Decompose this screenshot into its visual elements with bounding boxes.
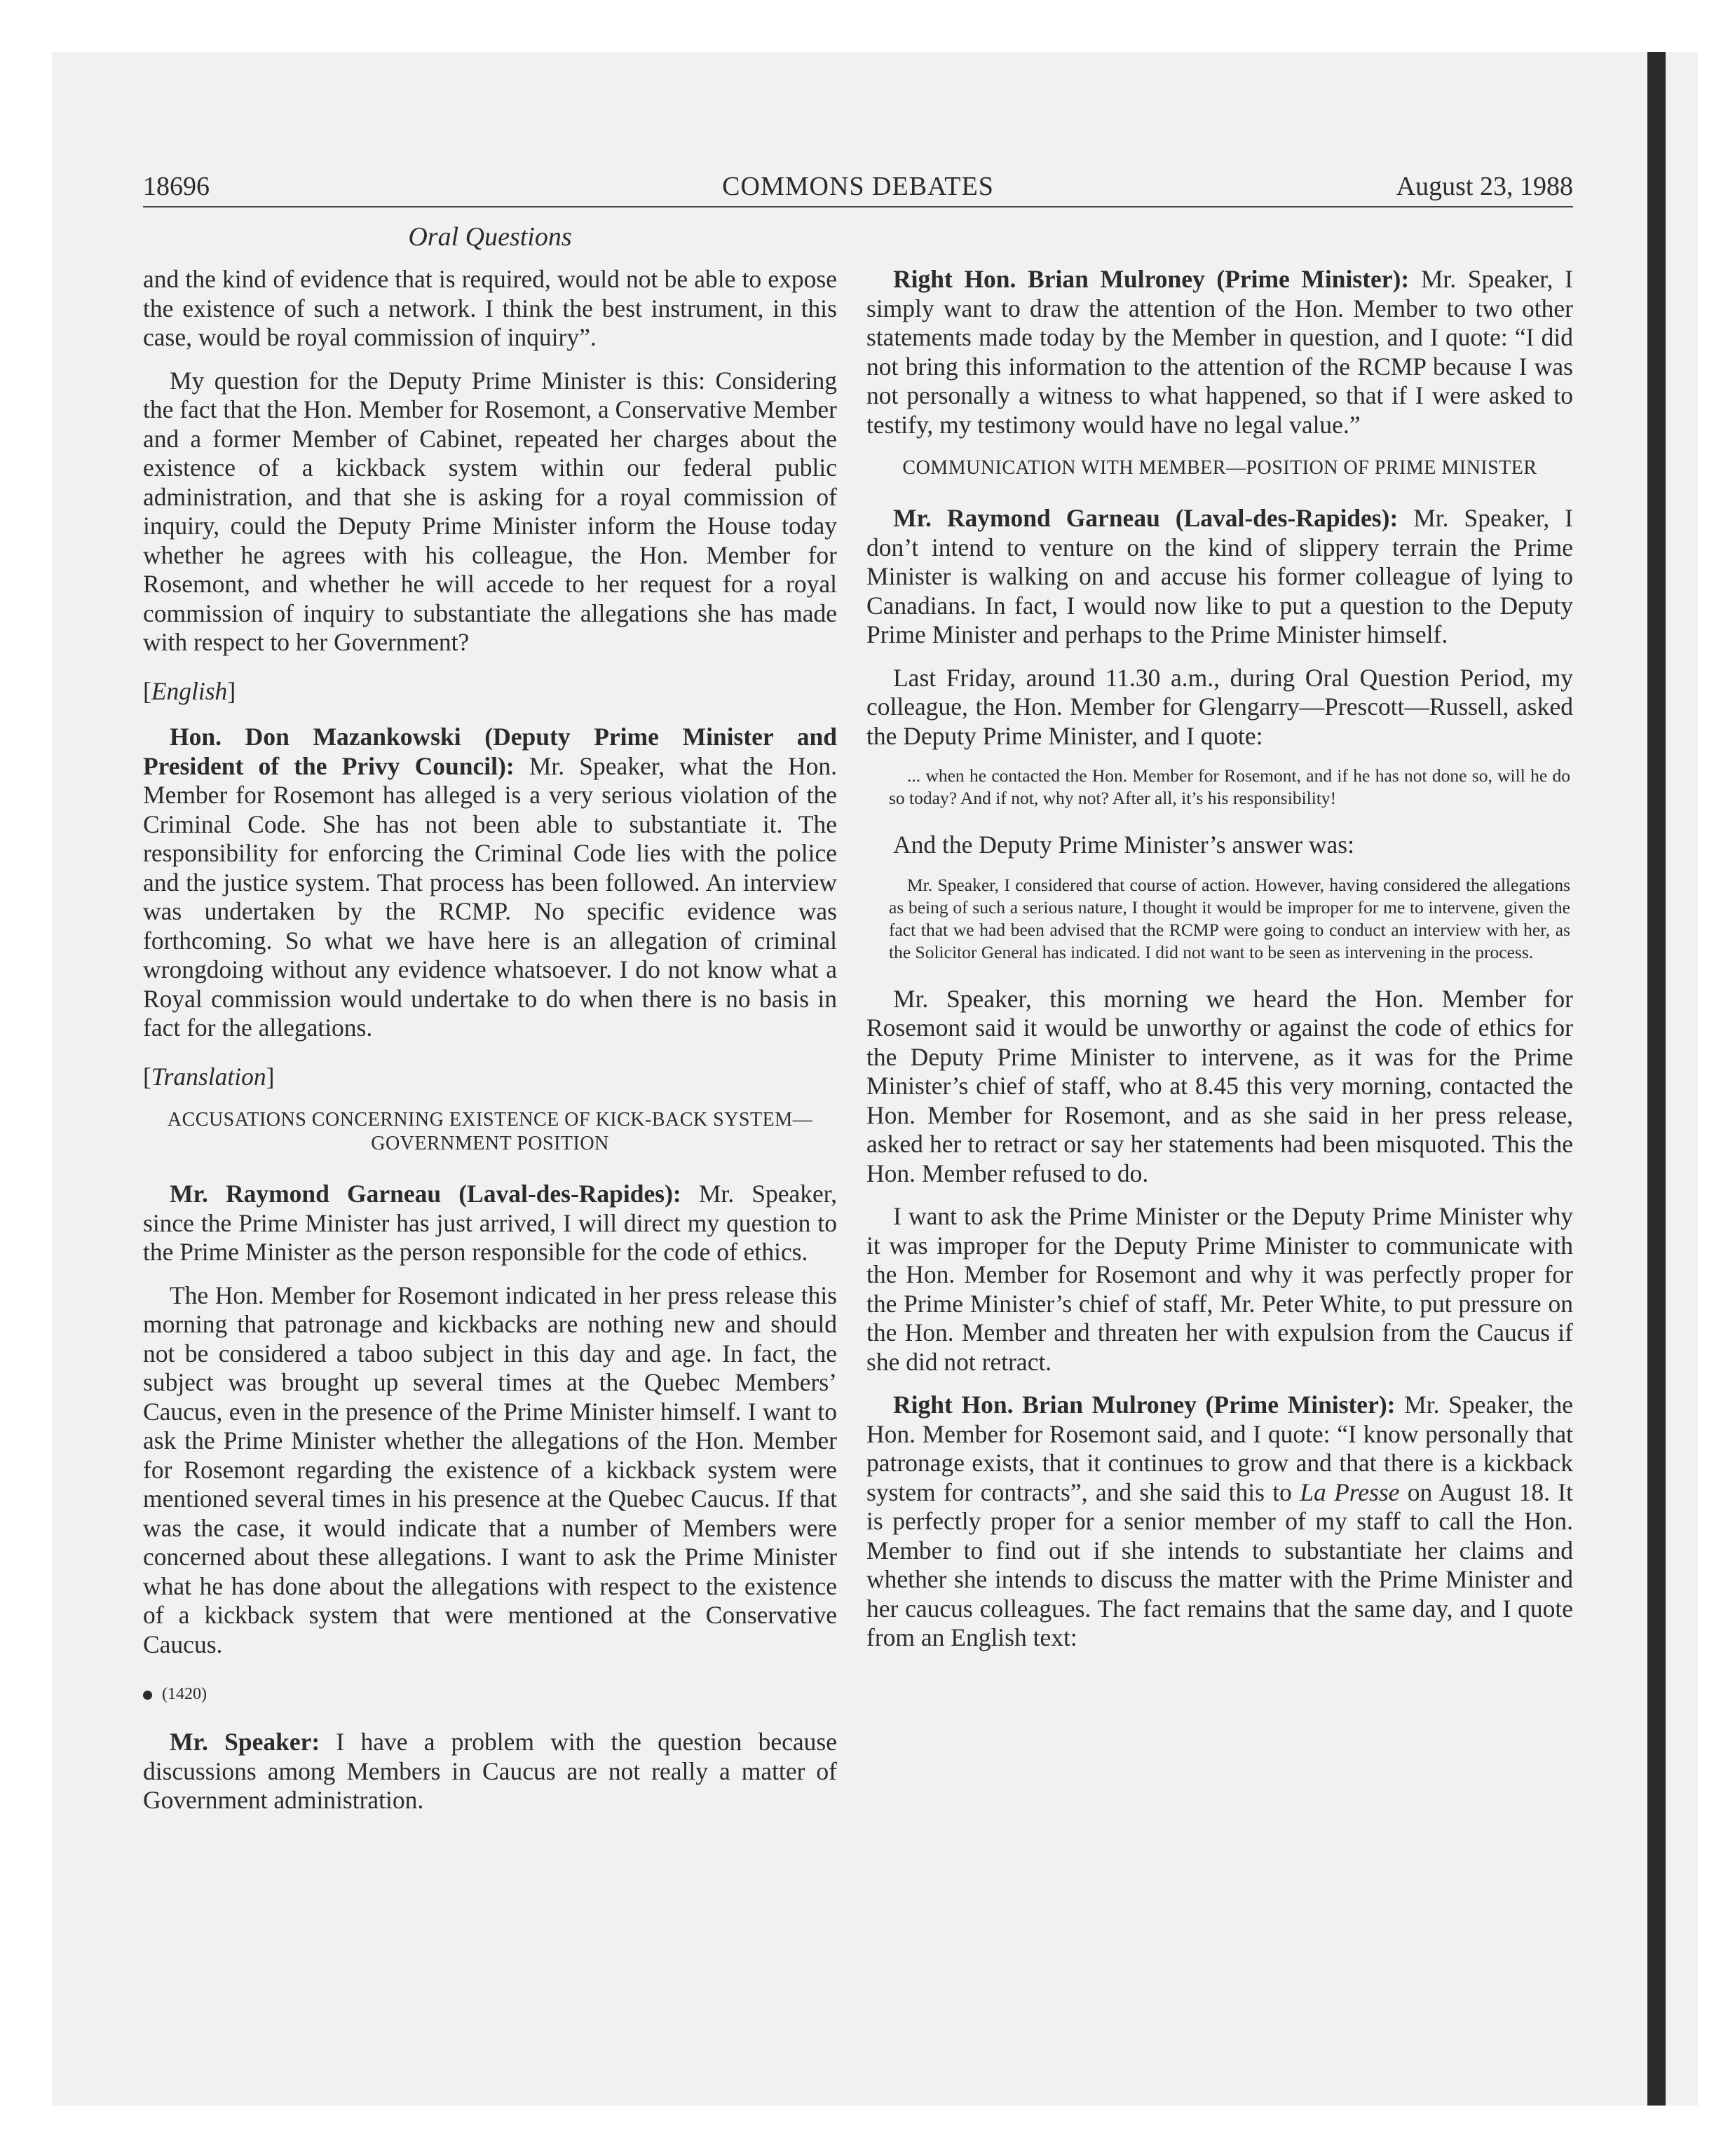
- scan-edge-bar: [1647, 52, 1666, 2106]
- speaker-name: Right Hon. Brian Mulroney (Prime Minister):: [893, 1391, 1396, 1419]
- block-quote: ... when he contacted the Hon. Member for Rosemont, and if he has not done so, will he do so today? And if not, why not? After all, it’s his responsibility!: [889, 765, 1570, 808]
- section-subhead: Oral Questions: [408, 222, 572, 252]
- newspaper-title: La Presse: [1300, 1478, 1400, 1506]
- speech-paragraph: Mr. Raymond Garneau (Laval-des-Rapides): Mr. Speaker, since the Prime Minister has just arrived, I will direct my question to the Prime Minister as the person responsible for the code of ethics.: [143, 1180, 838, 1266]
- speaker-name: Right Hon. Brian Mulroney (Prime Minister):: [893, 265, 1410, 293]
- paragraph: and the kind of evidence that is required, would not be able to expose the existence of such a network. I think the best instrument, in this case, would be royal commission of inquiry”.: [143, 265, 837, 351]
- block-quote: Mr. Speaker, I considered that course of action. However, having considered the allegations as being of such a serious nature, I thought it would be improper for me to intervene, given the fact that we had been advised that the RCMP were going to conduct an interview with her, as the Solicitor General has indicated. I did not want to be seen as intervening in the process.: [889, 874, 1570, 962]
- section-heading: COMMUNICATION WITH MEMBER—POSITION OF PRIME MINISTER: [902, 457, 1537, 479]
- speech-paragraph: Right Hon. Brian Mulroney (Prime Minister): Mr. Speaker, I simply want to draw the attention of the Hon. Member to two other statements made today by the Member in question, and I quote: “I did not bring this information to the attention of the RCMP because I was not personally a witness to what happened, so that if I were asked to testify, my testimony would have no legal value.”: [866, 265, 1573, 439]
- speaker-name: Hon. Don Mazankowski (Deputy Prime Minister and President of the Privy Council):: [143, 723, 837, 780]
- issue-date: August 23, 1988: [1396, 172, 1573, 201]
- left-column: [143, 265, 837, 1829]
- paragraph: And the Deputy Prime Minister’s answer was:: [893, 831, 1354, 859]
- paragraph: Mr. Speaker, this morning we heard the Hon. Member for Rosemont said it would be unworthy or against the code of ethics for the Deputy Prime Minister to intervene, as it was for the Prime Minister’s chief of staff, who at 8.45 this very morning, contacted the Hon. Member for Rosemont, and as she said in her press release, asked her to retract or say her statements had been misquoted. This the Hon. Member refused to do.: [866, 984, 1573, 1187]
- bullet-icon: [143, 1691, 152, 1700]
- speech-paragraph: Right Hon. Brian Mulroney (Prime Minister): Mr. Speaker, the Hon. Member for Rosemont said, and I quote: “I know personally that patronage exists, that it continues to grow and that there is a kickback system for contracts”, and she said this to La Presse on August 18. It is perfectly proper for a senior member of my staff to call the Hon. Member to find out if she intends to substantiate her claims and whether she intends to discuss the matter with the Prime Minister and her caucus colleagues. The fact remains that the same day, and I quote from an English text:: [866, 1391, 1573, 1651]
- right-column: [866, 265, 1573, 1667]
- speech-paragraph: Mr. Speaker: I have a problem with the question because discussions among Members in Caucus are not really a matter of Government administration.: [143, 1728, 837, 1814]
- paragraph: Last Friday, around 11.30 a.m., during Oral Question Period, my colleague, the Hon. Member for Glengarry—Prescott—Russell, asked the Deputy Prime Minister, and I quote:: [866, 663, 1573, 750]
- page-number: 18696: [143, 172, 210, 201]
- language-marker: [Translation]: [143, 1062, 275, 1091]
- section-heading: ACCUSATIONS CONCERNING EXISTENCE OF KICK-BACK SYSTEM—GOVERNMENT POSITION: [167, 1109, 813, 1154]
- paragraph: The Hon. Member for Rosemont indicated in her press release this morning that patronage and kickbacks are nothing new and should not be considered a taboo subject in this day and age. In fact, the subject was brought up several times at the Quebec Members’ Caucus, even in the presence of the Prime Minister himself. I want to ask the Prime Minister whether the allegations of the Hon. Member for Rosemont regarding the existence of a kickback system were mentioned several times in his presence at the Quebec Caucus. If that was the case, it would indicate that a number of Members were concerned about these allegations. I want to ask the Prime Minister what he has done about the allegations with respect to the existence of a kickback system that were mentioned at the Conservative Caucus.: [143, 1281, 837, 1658]
- running-header: [143, 167, 1573, 206]
- paragraph: My question for the Deputy Prime Minister is this: Considering the fact that the Hon. Member for Rosemont, a Conservative Member and a former Member of Cabinet, repeated her charges about the existence of a kickback system within our federal public administration, and that she is asking for a royal commission of inquiry, could the Deputy Prime Minister inform the House today whether he agrees with his colleague, the Hon. Member for Rosemont, and whether he will accede to her request for a royal commission of inquiry to substantiate the allegations she has made with respect to her Government?: [143, 366, 837, 656]
- speech-paragraph: Mr. Raymond Garneau (Laval-des-Rapides): Mr. Speaker, I don’t intend to venture on the kind of slippery terrain the Prime Minister is walking on and accuse his former colleague of lying to Canadians. In fact, I would now like to put a question to the Deputy Prime Minister and perhaps to the Prime Minister himself.: [866, 504, 1573, 648]
- publication-title: COMMONS DEBATES: [722, 172, 994, 201]
- speaker-name: Mr. Raymond Garneau (Laval-des-Rapides):: [893, 504, 1399, 532]
- header-rule: [143, 206, 1573, 207]
- language-marker: [English]: [143, 676, 236, 705]
- time-stamp: (1420): [143, 1680, 837, 1708]
- speaker-name: Mr. Speaker:: [170, 1728, 320, 1756]
- speaker-name: Mr. Raymond Garneau (Laval-des-Rapides):: [170, 1180, 681, 1208]
- speech-paragraph: Hon. Don Mazankowski (Deputy Prime Minister and President of the Privy Council): Mr. Speaker, what the Hon. Member for Rosemont has alleged is a very serious violation of the Criminal Code. She has not been able to substantiate it. The responsibility for enforcing the Criminal Code lies with the police and the justice system. That process has been followed. An interview was undertaken by the RCMP. No specific evidence was forthcoming. So what we have here is an allegation of criminal wrongdoing without any evidence whatsoever. I do not know what a Royal commission would undertake to do when there is no basis in fact for the allegations.: [143, 723, 837, 1042]
- paragraph: I want to ask the Prime Minister or the Deputy Prime Minister why it was improper for the Deputy Prime Minister to communicate with the Hon. Member for Rosemont and why it was perfectly proper for the Prime Minister’s chief of staff, Mr. Peter White, to put pressure on the Hon. Member and threaten her with expulsion from the Caucus if she did not retract.: [866, 1202, 1573, 1376]
